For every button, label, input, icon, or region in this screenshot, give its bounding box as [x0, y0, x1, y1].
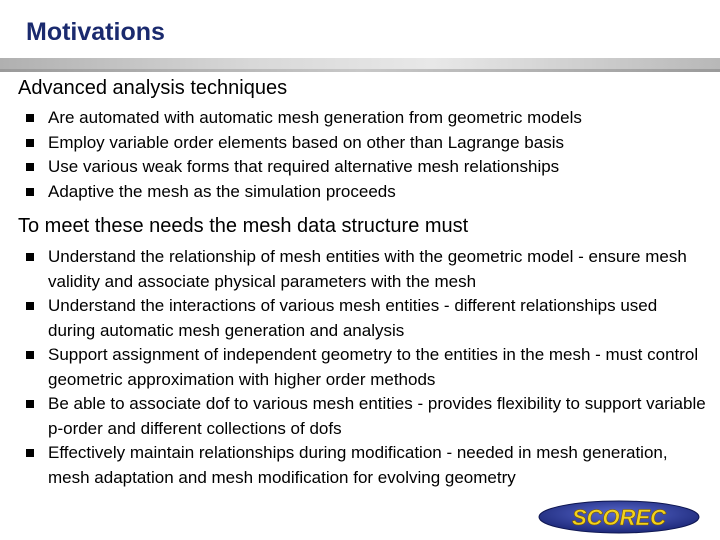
list-item [0, 441, 720, 490]
scorec-logo [537, 500, 701, 534]
list-item [0, 245, 720, 294]
list-item-text: Are automated with automatic mesh generation from geometric models [48, 108, 582, 127]
list-item [0, 155, 720, 180]
logo-text: SCOREC [571, 505, 667, 530]
list-item [0, 392, 720, 441]
list-item [0, 106, 720, 131]
list-item-text: Employ variable order elements based on other than Lagrange basis [48, 132, 564, 152]
list-item-text: Be able to associate dof to various mesh entities - provides flexibility to support variable p-order and different collections of dofs [48, 394, 706, 438]
list-item-text: Effectively maintain relationships during modification - needed in mesh generation, mesh adaptation and mesh modification for evolving geometry [48, 443, 668, 487]
slide-title: Motivations [26, 18, 165, 46]
title-divider [0, 58, 720, 72]
bullet-square-icon [26, 253, 34, 261]
bullet-square-icon [26, 188, 34, 196]
list-item [0, 180, 720, 205]
list-item-text: Understand the interactions of various mesh entities - different relationships used during automatic mesh generation and analysis [48, 296, 658, 340]
bullet-list-requirements [0, 245, 720, 490]
bullet-square-icon [26, 449, 34, 457]
bullet-square-icon [26, 351, 34, 359]
list-item [0, 343, 720, 392]
list-item-text: Use various weak forms that required alternative mesh relationships [48, 157, 560, 176]
section-heading-requirements: To meet these needs the mesh data structure must [18, 215, 469, 237]
bullet-square-icon [26, 302, 34, 310]
bullet-square-icon [26, 163, 34, 171]
list-item-text: Understand the relationship of mesh entities with the geometric model - ensure mesh validity and associate physical parameters with the mesh [48, 247, 687, 291]
list-item-text: Adaptive the mesh as the simulation proceeds [48, 181, 396, 201]
bullet-square-icon [26, 114, 34, 122]
list-item-text: Support assignment of independent geometry to the entities in the mesh - must control geometric approximation with higher order methods [48, 345, 699, 389]
list-item [0, 294, 720, 343]
bullet-square-icon [26, 139, 34, 147]
section-heading-analysis: Advanced analysis techniques [18, 77, 288, 99]
bullet-list-analysis [0, 106, 720, 204]
bullet-square-icon [26, 400, 34, 408]
list-item [0, 131, 720, 156]
